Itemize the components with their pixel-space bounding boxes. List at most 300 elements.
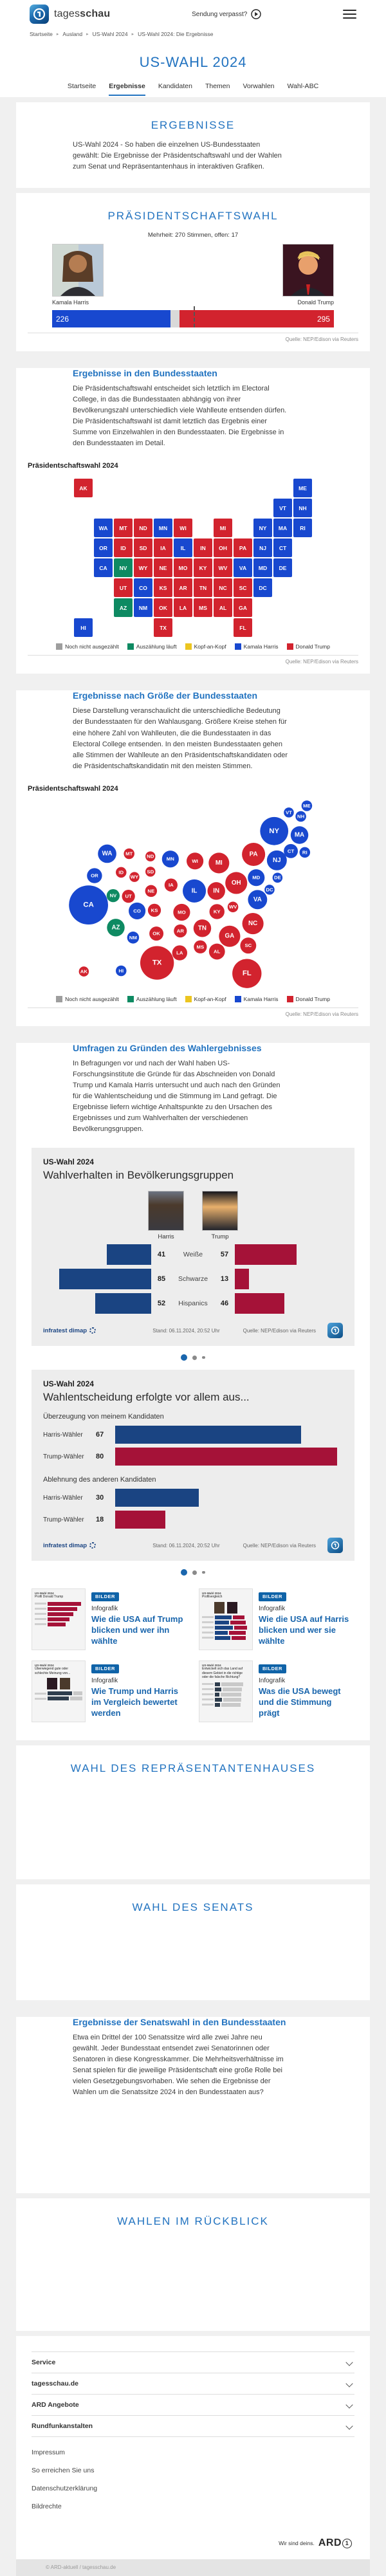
carousel-dot-1[interactable] (181, 1569, 187, 1576)
sendung-verpasst-button[interactable] (192, 9, 261, 19)
menu-icon[interactable] (343, 7, 356, 21)
breadcrumb-item[interactable]: Startseite (30, 31, 53, 37)
open-ev-segment (170, 310, 179, 327)
state-bubble-NJ[interactable] (267, 851, 287, 870)
harris-photo (52, 244, 104, 297)
voter-label: Harris-Wähler (43, 1494, 83, 1502)
svg-text:OK: OK (152, 930, 160, 937)
state-bubble-ND[interactable] (145, 851, 156, 861)
svg-text:DC: DC (266, 887, 273, 893)
trump-value: 57 (220, 1251, 229, 1259)
reason-row (43, 1509, 343, 1530)
svg-text:MI: MI (215, 859, 223, 867)
group-label: Weiße (183, 1251, 203, 1259)
section-tabs (0, 73, 386, 96)
state-bubble-SD[interactable] (145, 867, 156, 877)
play-icon (251, 9, 261, 19)
voter-label: Harris-Wähler (43, 1431, 83, 1439)
state-bubble-WY[interactable] (129, 872, 140, 882)
state-bubble-MN[interactable] (162, 851, 179, 867)
state-bubble-OH[interactable] (225, 872, 247, 894)
source-note: Quelle: NEP/Edison via Reuters (28, 1007, 358, 1026)
bubble-map-legend (20, 996, 366, 1002)
state-NM[interactable]: NM (134, 598, 152, 617)
state-MD[interactable]: MD (253, 558, 272, 577)
state-bubble-NE[interactable] (145, 885, 158, 897)
trump-ev-segment (179, 310, 334, 327)
demographics-row (43, 1243, 343, 1266)
state-ME[interactable]: ME (293, 479, 312, 497)
groesse-heading: Ergebnisse nach Größe der Bundesstaaten (73, 690, 258, 701)
legend-item: Donald Trump (287, 996, 330, 1002)
legend-item: Noch nicht ausgezählt (56, 996, 119, 1002)
stand-note: Stand: 06.11.2024, 20:52 Uhr (152, 1327, 220, 1334)
state-bubble-IL[interactable] (183, 879, 206, 903)
legend-item: Auszählung läuft (127, 996, 177, 1002)
state-bubble-TX[interactable] (140, 946, 174, 979)
bilder-badge: BILDER (91, 1664, 119, 1673)
bilder-badge: BILDER (91, 1592, 119, 1601)
bubble-chart-label: Präsidentschaftswahl 2024 (28, 784, 118, 793)
legend-item: Kamala Harris (235, 996, 279, 1002)
state-bubble-WA[interactable] (98, 844, 116, 863)
footer-links (32, 2443, 354, 2516)
sendung-verpasst-label: Sendung verpasst? (192, 10, 248, 18)
teaser-thumbnail: US-Wahl 2024 Überwiegend gute oder schlechte Meinung von... (32, 1661, 86, 1722)
harris-bar (115, 1426, 301, 1444)
state-MA[interactable]: MA (273, 519, 292, 537)
footer-link-bildrechte[interactable]: Bildrechte (32, 2503, 62, 2511)
trump-column-label: Trump (211, 1233, 229, 1241)
state-bubble-DE[interactable] (273, 872, 283, 883)
senatswahl-card (16, 2017, 370, 2193)
carousel-dot-1[interactable] (181, 1354, 187, 1361)
ard-one-icon: 1 (342, 2539, 352, 2548)
svg-text:IN: IN (213, 887, 220, 895)
quelle-note: Quelle: NEP/Edison via Reuters (243, 1542, 316, 1549)
breadcrumb-separator: ▸ (56, 32, 59, 37)
senatswahl-text: Etwa ein Drittel der 100 Senatssitze wird alle zwei Jahre neu gewählt. Jeder Bundesstaat entsendet zwei Senatorinnen oder Senatoren in diese Kongresskammer. Die Mehrheitsverhältnisse im Senat spielen für die jeweilige Präsidentschaft eine große Rolle bei vielen Gesetzgebungsvorhaben. Wie sehen die Ergebnisse der Wahlen um die Senatssitze 2024 in den Bundesstaaten aus? (73, 2034, 284, 2097)
teaser-kicker: Infografik (91, 1605, 118, 1613)
state-bubble-SC[interactable] (240, 937, 256, 953)
demographics-row (43, 1292, 343, 1315)
ergebnisse-intro: US-Wahl 2024 - So haben die einzelnen US-Bundesstaaten gewählt: Die Ergebnisse der Präsidentschaftswahl und der Wahlen zum Senat und Repräsentantenhaus in interaktiven Grafiken. (73, 141, 282, 171)
state-UT[interactable]: UT (114, 578, 133, 597)
svg-text:IL: IL (191, 887, 198, 895)
trump-bar (235, 1293, 284, 1314)
teaser-card[interactable] (199, 1588, 354, 1650)
state-WY[interactable]: WY (134, 558, 152, 577)
svg-text:PA: PA (249, 851, 258, 858)
state-SD[interactable]: SD (134, 538, 152, 557)
state-bubble-AK[interactable] (79, 966, 89, 977)
chevron-down-icon (345, 2380, 353, 2387)
value-label: 67 (96, 1431, 104, 1439)
voter-label: Trump-Wähler (43, 1453, 84, 1460)
svg-text:MT: MT (125, 851, 133, 857)
tagesschau-logo[interactable] (30, 5, 110, 24)
state-bubble-WV[interactable] (228, 901, 239, 912)
svg-text:NC: NC (248, 919, 258, 927)
svg-text:TN: TN (198, 925, 207, 932)
state-MS[interactable]: MS (194, 598, 212, 617)
teaser-card[interactable] (32, 1661, 187, 1722)
state-NH[interactable]: NH (293, 499, 312, 517)
state-bubble-GA[interactable] (219, 925, 240, 946)
state-MN[interactable]: MN (154, 519, 172, 537)
state-bubble-AL[interactable] (209, 943, 225, 959)
harris-photo-small (148, 1191, 184, 1231)
legend-item: Kopf-an-Kopf (185, 996, 226, 1002)
ard-wordmark: ARD 1 (318, 2537, 352, 2549)
state-bubble-OK[interactable] (149, 926, 163, 941)
globe-one-icon (33, 8, 46, 21)
carousel-dot-3[interactable] (202, 1356, 205, 1359)
footer-link-impressum[interactable]: Impressum (32, 2449, 65, 2457)
state-IA[interactable]: IA (154, 538, 172, 557)
tab-vorwahlen[interactable]: Vorwahlen (243, 82, 275, 90)
chevron-down-icon (345, 2423, 353, 2430)
state-AR[interactable]: AR (174, 578, 192, 597)
svg-text:MD: MD (252, 874, 261, 881)
svg-text:WA: WA (102, 850, 113, 858)
quelle-note: Quelle: NEP/Edison via Reuters (243, 1327, 316, 1334)
svg-text:OR: OR (91, 872, 98, 879)
svg-text:RI: RI (302, 849, 308, 856)
group-label: Schwarze (178, 1275, 208, 1283)
senat-title: WAHL DES SENATS (132, 1901, 254, 1914)
svg-text:TX: TX (152, 959, 162, 967)
value-label: 80 (96, 1453, 104, 1461)
state-bubble-KY[interactable] (210, 904, 225, 919)
svg-text:NJ: NJ (273, 856, 281, 864)
trump-value: 13 (220, 1275, 229, 1283)
svg-text:CO: CO (133, 908, 141, 914)
state-NC[interactable]: NC (214, 578, 232, 597)
state-MT[interactable]: MT (114, 519, 133, 537)
state-RI[interactable]: RI (293, 519, 312, 537)
demographics-row (43, 1267, 343, 1291)
bundesstaaten-heading: Ergebnisse in den Bundesstaaten (73, 368, 217, 379)
wahlentscheidung-chart (32, 1370, 354, 1561)
footer-link-datenschutzerkl-rung[interactable]: Datenschutzerklärung (32, 2485, 98, 2493)
state-bubble-CT[interactable] (284, 844, 298, 858)
site-header (0, 0, 386, 97)
svg-text:WI: WI (192, 858, 198, 864)
ergebnisse-title: ERGEBNISSE (151, 119, 235, 131)
rueckblick-card (16, 2198, 370, 2331)
svg-text:KY: KY (213, 908, 221, 915)
svg-text:HI: HI (118, 968, 124, 974)
state-OK[interactable]: OK (154, 598, 172, 617)
state-WI[interactable]: WI (174, 519, 192, 537)
state-NJ[interactable]: NJ (253, 538, 272, 557)
breadcrumb-item[interactable]: Ausland (62, 31, 83, 37)
svg-text:SC: SC (244, 942, 252, 948)
breadcrumb-separator: ▸ (86, 32, 89, 37)
svg-text:SD: SD (147, 869, 154, 875)
us-states-bubble-map (48, 796, 338, 989)
bilder-badge: BILDER (259, 1592, 286, 1601)
state-KY[interactable]: KY (194, 558, 212, 577)
state-bubble-RI[interactable] (300, 847, 311, 858)
page-title: US-WAHL 2024 (139, 54, 247, 70)
state-IN[interactable]: IN (194, 538, 212, 557)
svg-text:IA: IA (168, 881, 174, 888)
footer-accordion-service[interactable]: Service (32, 2351, 354, 2373)
copyright-note: © ARD-aktuell / tagesschau.de (16, 2559, 370, 2576)
chart-title: Wahlentscheidung erfolgte vor allem aus... (43, 1391, 250, 1404)
reason-group-title: Überzeugung von meinem Kandidaten (43, 1413, 164, 1421)
praesidentschaftswahl-title: PRÄSIDENTSCHAFTSWAHL (107, 210, 279, 223)
umfragen-card (16, 1043, 370, 1740)
harris-value: 52 (157, 1300, 166, 1308)
groesse-text: Diese Darstellung veranschaulicht die unterschiedliche Bedeutung der Bundesstaaten für den Wahlausgang. Größere Kreise stehen für eine höhere Zahl von Wahlleuten, die die Bundesstaaten in das Electoral College entsenden. In den meisten Bundesstaaten gehen alle Stimmen der Wahlleute an den Präsidentschaftskandidaten oder die Präsidentschaftskandidatin mit den meisten Stimmen. (73, 707, 288, 770)
state-bubble-MA[interactable] (291, 826, 308, 843)
state-bubble-CA[interactable] (69, 885, 108, 925)
state-bubble-NH[interactable] (295, 811, 306, 822)
breadcrumb-item[interactable]: US-Wahl 2024: Die Ergebnisse (138, 31, 214, 37)
ard-claim: Wir sind deins. (279, 2540, 315, 2547)
legend-item: Donald Trump (287, 643, 330, 650)
state-ND[interactable]: ND (134, 519, 152, 537)
svg-text:ID: ID (118, 869, 124, 876)
state-bubble-ID[interactable] (116, 867, 127, 878)
tab-themen[interactable]: Themen (205, 82, 230, 90)
svg-text:KS: KS (151, 907, 158, 914)
svg-text:MS: MS (196, 943, 205, 950)
svg-text:DE: DE (273, 874, 281, 881)
stand-note: Stand: 06.11.2024, 20:52 Uhr (152, 1542, 220, 1549)
chevron-down-icon (345, 2359, 353, 2366)
svg-text:NM: NM (129, 934, 137, 941)
state-NE[interactable]: NE (154, 558, 172, 577)
state-bubble-OR[interactable] (87, 868, 102, 883)
state-OH[interactable]: OH (214, 538, 232, 557)
trump-bar (115, 1511, 165, 1529)
state-CO[interactable]: CO (134, 578, 152, 597)
state-MO[interactable]: MO (174, 558, 192, 577)
svg-text:NH: NH (297, 813, 305, 820)
state-bubble-CO[interactable] (129, 903, 145, 919)
repraesentantenhaus-title: WAHL DES REPRÄSENTANTENHAUSES (70, 1762, 316, 1775)
svg-text:VT: VT (286, 809, 292, 816)
us-states-map (16, 479, 370, 637)
state-bubble-NV[interactable] (107, 889, 120, 902)
state-KS[interactable]: KS (154, 578, 172, 597)
umfragen-text: In Befragungen vor und nach der Wahl haben US-Forschungsinstitute die Gründe für das Abschneiden von Donald Trump und Kamala Harris untersucht und auch nach den Gründen für die Wahlentscheidung und die Stimmung im Land gefragt. Die Ergebnisse liefern wichtige Anhaltspunkte zu den Ursachen des Ergebnisses und zum Wahlverhalten der verschiedenen Bevölkerungsgruppen. (73, 1059, 280, 1133)
chart-kicker: US-Wahl 2024 (43, 1157, 94, 1167)
teaser-thumbnail: US-Wahl 2024 Entwickelt sich das Land auf diesem Gebiet in die richtige oder die falsche Richtung? (199, 1661, 253, 1722)
senat-card (16, 1884, 370, 2000)
svg-text:VA: VA (253, 896, 262, 903)
state-bubble-UT[interactable] (122, 890, 135, 903)
state-bubble-FL[interactable] (232, 959, 261, 988)
harris-bar (59, 1269, 151, 1289)
state-bubble-WI[interactable] (187, 852, 203, 869)
state-bubble-PA[interactable] (242, 843, 265, 866)
chart-kicker: US-Wahl 2024 (43, 1379, 94, 1389)
state-bubble-AZ[interactable] (107, 919, 124, 936)
harris-name: Kamala Harris (52, 299, 89, 306)
trump-value: 46 (220, 1300, 229, 1308)
source-note: Quelle: NEP/Edison via Reuters (28, 333, 358, 351)
state-IL[interactable]: IL (174, 538, 192, 557)
state-bubble-MT[interactable] (124, 848, 134, 859)
senatswahl-heading: Ergebnisse der Senatswahl in den Bundesstaaten (73, 2017, 286, 2028)
footer-link-so-erreichen-sie-uns[interactable]: So erreichen Sie uns (32, 2467, 95, 2475)
teaser-title[interactable]: Was die USA bewegt und die Stimmung prägt (259, 1686, 341, 1718)
infografik-teasers (32, 1588, 354, 1722)
state-bubble-IA[interactable] (165, 878, 178, 891)
harris-bar (107, 1244, 151, 1265)
teaser-card[interactable] (32, 1588, 187, 1650)
ard-logo-icon (327, 1538, 343, 1553)
state-bubble-AR[interactable] (174, 925, 187, 937)
state-bubble-MO[interactable] (173, 904, 190, 921)
teaser-thumbnail: US-Wahl 2024 Profil Donald Trump (32, 1588, 86, 1650)
groesse-card (16, 690, 370, 1026)
electoral-bar (52, 310, 334, 327)
tab-wahl-abc[interactable]: Wahl-ABC (287, 82, 319, 90)
value-label: 18 (96, 1516, 104, 1524)
footer-accordion-ard-angebote[interactable]: ARD Angebote (32, 2395, 354, 2416)
svg-text:NE: NE (147, 888, 155, 894)
tab-kandidaten[interactable]: Kandidaten (158, 82, 192, 90)
state-GA[interactable]: GA (234, 598, 252, 617)
state-DC[interactable]: DC (253, 578, 272, 597)
state-NV[interactable]: NV (114, 558, 133, 577)
state-CT[interactable]: CT (273, 538, 292, 557)
svg-text:AL: AL (214, 948, 221, 955)
tagesschau-wordmark: tagesschau (54, 8, 111, 19)
state-SC[interactable]: SC (234, 578, 252, 597)
state-TX[interactable]: TX (154, 618, 172, 637)
state-FL[interactable]: FL (234, 618, 252, 637)
harris-ev-count: 226 (56, 314, 69, 324)
state-bubble-VT[interactable] (284, 807, 294, 818)
voter-label: Trump-Wähler (43, 1516, 84, 1523)
state-MI[interactable]: MI (214, 519, 232, 537)
state-bubble-KS[interactable] (148, 903, 161, 916)
tab-startseite[interactable]: Startseite (67, 82, 96, 90)
state-NY[interactable]: NY (253, 519, 272, 537)
reasons-groups (43, 1413, 343, 1530)
svg-text:AR: AR (176, 928, 184, 934)
chart-title: Wahlverhalten in Bevölkerungsgruppen (43, 1169, 234, 1182)
svg-text:OH: OH (231, 879, 241, 887)
state-bubble-TN[interactable] (194, 919, 211, 937)
state-WA[interactable]: WA (94, 519, 113, 537)
repraesentantenhaus-card (16, 1745, 370, 1879)
svg-text:NY: NY (269, 827, 280, 835)
legend-item: Noch nicht ausgezählt (56, 643, 119, 650)
svg-text:AZ: AZ (111, 923, 120, 931)
footer-accordion-rundfunkanstalten[interactable]: Rundfunkanstalten (32, 2416, 354, 2437)
svg-text:MA: MA (294, 831, 305, 839)
bilder-badge: BILDER (259, 1664, 286, 1673)
teaser-title[interactable]: Wie die USA auf Harris blicken und wer sie wählte (259, 1614, 349, 1646)
state-AK[interactable]: AK (74, 479, 93, 497)
svg-text:AK: AK (80, 968, 87, 975)
bundesstaaten-text: Die Präsidentschaftswahl entscheidet sich letztlich im Electoral College, in das die Bundesstaaten abhängig von ihrer Bevölkerungszahl unterschiedlich viele Wahlleute entsenden dürfen. Die Präsidentschaftswahl ist damit letztlich das Ergebnis einer Summe von Einzelwahlen in den Bundesstaaten. Die Ergebnisse in den Bundesstaaten im Detail. (73, 385, 287, 448)
state-CA[interactable]: CA (94, 558, 113, 577)
state-PA[interactable]: PA (234, 538, 252, 557)
state-bubble-HI[interactable] (116, 965, 127, 976)
map-chart-label: Präsidentschaftswahl 2024 (28, 462, 118, 470)
breadcrumb-separator: ▸ (131, 32, 134, 37)
teaser-title[interactable]: Wie Trump und Harris im Vergleich bewertet werden (91, 1686, 178, 1718)
state-WV[interactable]: WV (214, 558, 232, 577)
breadcrumb (0, 28, 386, 44)
state-bubble-MI[interactable] (208, 852, 229, 873)
state-bubble-IN[interactable] (207, 882, 225, 899)
breadcrumb-item[interactable]: US-Wahl 2024 (92, 31, 128, 37)
harris-bar (115, 1489, 199, 1507)
state-VA[interactable]: VA (234, 558, 252, 577)
state-bubble-MD[interactable] (248, 869, 264, 886)
harris-value: 41 (157, 1251, 166, 1259)
trump-photo (282, 244, 334, 297)
umfragen-heading: Umfragen zu Gründen des Wahlergebnisses (73, 1042, 262, 1053)
state-bubble-LA[interactable] (172, 945, 187, 960)
reason-group-title: Ablehnung des anderen Kandidaten (43, 1476, 156, 1484)
state-DE[interactable]: DE (273, 558, 292, 577)
wahlverhalten-chart (32, 1148, 354, 1346)
state-AL[interactable]: AL (214, 598, 232, 617)
state-bubble-NY[interactable] (260, 817, 288, 845)
carousel-dot-2[interactable] (192, 1570, 197, 1575)
state-bubble-ME[interactable] (302, 800, 313, 811)
svg-text:CA: CA (83, 901, 94, 909)
svg-text:WV: WV (228, 903, 237, 910)
state-bubble-VA[interactable] (248, 890, 267, 909)
carousel-dot-2[interactable] (192, 1356, 197, 1360)
map-legend (20, 643, 366, 650)
teaser-kicker: Infografik (259, 1605, 286, 1613)
carousel-dots (16, 1561, 370, 1582)
trump-photo-small (202, 1191, 238, 1231)
state-AZ[interactable]: AZ (114, 598, 133, 617)
state-bubble-NC[interactable] (243, 913, 264, 934)
svg-text:FL: FL (242, 969, 252, 977)
footer-accordion-tagesschau-de[interactable]: tagesschau.de (32, 2373, 354, 2395)
majority-marker (194, 306, 195, 327)
state-HI[interactable]: HI (74, 618, 93, 637)
state-ID[interactable]: ID (114, 538, 133, 557)
majority-note: Mehrheit: 270 Stimmen, offen: 17 (147, 232, 239, 239)
carousel-dot-3[interactable] (202, 1571, 205, 1574)
teaser-card[interactable] (199, 1661, 354, 1722)
praesidentschaftswahl-card (16, 193, 370, 351)
state-LA[interactable]: LA (174, 598, 192, 617)
legend-item: Kamala Harris (235, 643, 279, 650)
state-OR[interactable]: OR (94, 538, 113, 557)
state-VT[interactable]: VT (273, 499, 292, 517)
tab-ergebnisse[interactable]: Ergebnisse (109, 82, 145, 96)
state-bubble-NM[interactable] (127, 932, 140, 944)
svg-text:NV: NV (109, 892, 117, 899)
trump-ev-count: 295 (317, 314, 330, 324)
teaser-kicker: Infografik (259, 1677, 286, 1685)
trump-name: Donald Trump (297, 299, 334, 306)
teaser-title[interactable]: Wie die USA auf Trump blicken und wer ihn wählte (91, 1614, 183, 1646)
reason-row (43, 1487, 343, 1508)
harris-ev-segment (52, 310, 170, 327)
state-TN[interactable]: TN (194, 578, 212, 597)
state-bubble-DC[interactable] (264, 885, 275, 895)
state-bubble-MS[interactable] (194, 940, 207, 953)
